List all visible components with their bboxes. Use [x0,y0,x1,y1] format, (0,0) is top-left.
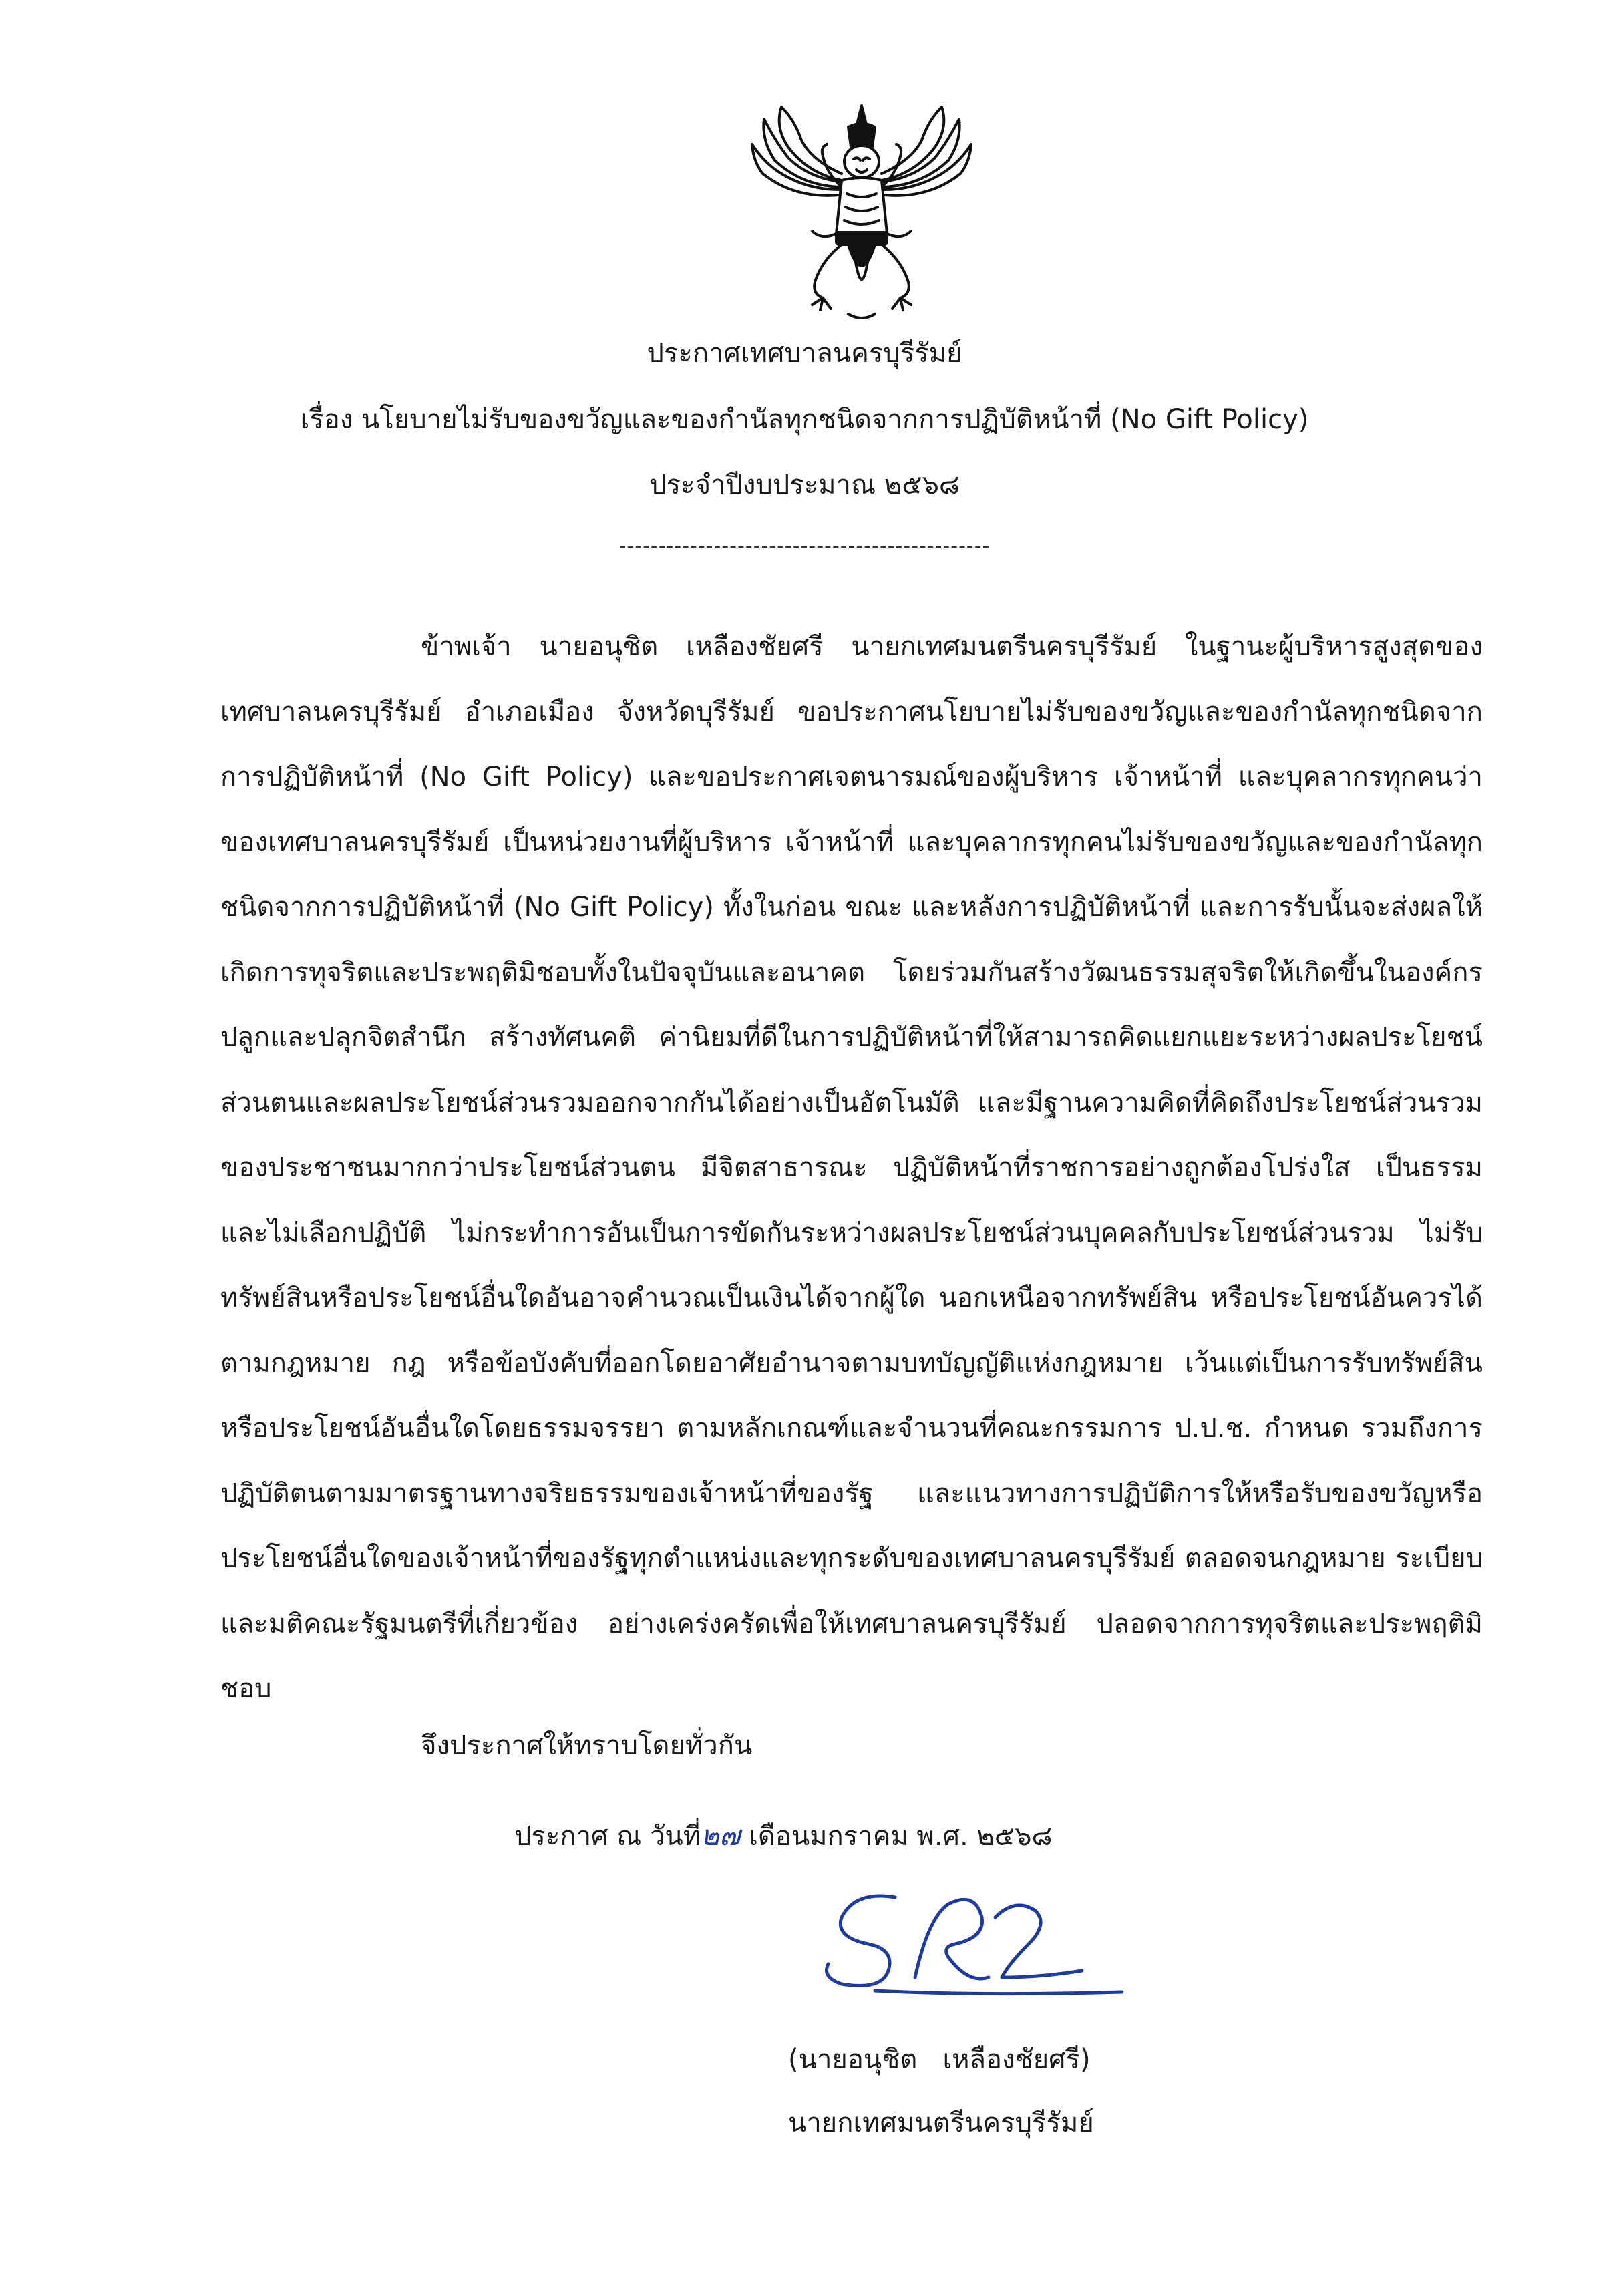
announcement-body: ข้าพเจ้า นายอนุชิต เหลืองชัยศรี นายกเทศมนตรีนครบุรีรัมย์ ในฐานะผู้บริหารสูงสุดของเทศบาลนครบุรีรัมย์ อำเภอเมือง จังหวัดบุรีรัมย์ ขอประกาศนโยบายไม่รับของขวัญและของกำนัลทุกชนิดจากการปฏิบัติหน้าที่ (No Gift Policy) และขอประกาศเจตนารมณ์ของผู้บริหาร เจ้าหน้าที่ และบุคลากรทุกคนว่าของเทศบาลนครบุรีรัมย์ เป็นหน่วยงานที่ผู้บริหาร เจ้าหน้าที่ และบุคลากรทุกคนไม่รับของขวัญและของกำนัลทุกชนิดจากการปฏิบัติหน้าที่ (No Gift Policy) ทั้งในก่อน ขณะ และหลังการปฏิบัติหน้าที่ และการรับนั้นจะส่งผลให้เกิดการทุจริตและประพฤติมิชอบทั้งในปัจจุบันและอนาคต โดยร่วมกันสร้างวัฒนธรรมสุจริตให้เกิดขึ้นในองค์กรปลูกและปลุกจิตสำนึก สร้างทัศนคติ ค่านิยมที่ดีในการปฏิบัติหน้าที่ให้สามารถคิดแยกแยะระหว่างผลประโยชน์ส่วนตนและผลประโยชน์ส่วนรวมออกจากกันได้อย่างเป็นอัตโนมัติ และมีฐานความคิดที่คิดถึงประโยชน์ส่วนรวมของประชาชนมากกว่าประโยชน์ส่วนตน มีจิตสาธารณะ ปฏิบัติหน้าที่ราชการอย่างถูกต้องโปร่งใส เป็นธรรม และไม่เลือกปฏิบัติ ไม่กระทำการอันเป็นการขัดกันระหว่างผลประโยชน์ส่วนบุคคลกับประโยชน์ส่วนรวม ไม่รับทรัพย์สินหรือประโยชน์อื่นใดอันอาจคำนวณเป็นเงินได้จากผู้ใด นอกเหนือจากทรัพย์สิน หรือประโยชน์อันควรได้ตามกฎหมาย กฎ หรือข้อบังคับที่ออกโดยอาศัยอำนาจตามบทบัญญัติแห่งกฎหมาย เว้นแต่เป็นการรับทรัพย์สินหรือประโยชน์อันอื่นใดโดยธรรมจรรยา ตามหลักเกณฑ์และจำนวนที่คณะกรรมการ ป.ป.ช. กำหนด รวมถึงการปฏิบัติตนตามมาตรฐานทางจริยธรรมของเจ้าหน้าที่ของรัฐ และแนวทางการปฏิบัติการให้หรือรับของขวัญหรือประโยชน์อื่นใดของเจ้าหน้าที่ของรัฐทุกตำแหน่งและทุกระดับของเทศบาลนครบุรีรัมย์ ตลอดจนกฎหมาย ระเบียบ และมติคณะรัฐมนตรีที่เกี่ยวข้อง อย่างเคร่งครัดเพื่อให้เทศบาลนครบุรีรัมย์ ปลอดจากการทุจริตและประพฤติมิชอบ [220,631,1483,1704]
handwritten-signature-icon [815,1877,1135,2011]
signer-title: นายกเทศมนตรีนครบุรีรัมย์ [788,2108,1094,2138]
garuda-emblem-icon [748,100,975,327]
dateline-day: ๒๗ [701,1819,741,1852]
announcement-subject: เรื่อง นโยบายไม่รับของขวัญและของกำนัลทุกชนิดจากการปฏิบัติหน้าที่ (No Gift Policy) [300,404,1309,435]
signer-name: (นายอนุชิต เหลืองชัยศรี) [788,2044,1091,2075]
fiscal-year: ประจำปีงบประมาณ ๒๕๖๘ [649,470,960,500]
dateline [514,1814,1052,1858]
dateline-month-year: เดือนมกราคม พ.ศ. ๒๕๖๘ [749,1821,1053,1852]
dateline-prefix: ประกาศ ณ วันที่ [514,1821,701,1852]
separator-line: ----------------------------------------------- [618,534,991,558]
announcement-issuer: ประกาศเทศบาลนครบุรีรัมย์ [647,338,962,369]
closing-statement: จึงประกาศให้ทราบโดยทั่วกัน [421,1730,753,1761]
